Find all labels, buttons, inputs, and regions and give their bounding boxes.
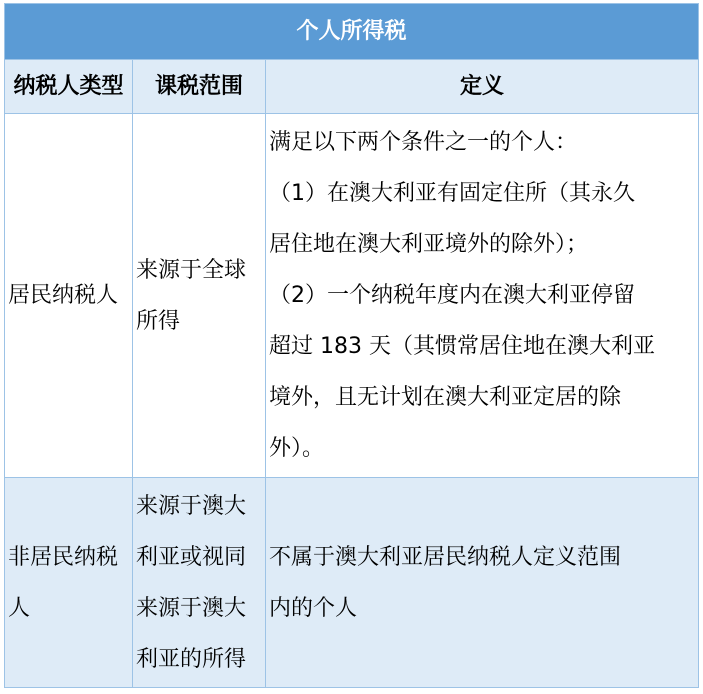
header-definition: 定义 (266, 60, 699, 114)
resident-def-line-4: （2）一个纳税年度内在澳大利亚停留 (269, 283, 635, 308)
resident-def-line-6: 境外，且无计划在澳大利亚定居的除 (269, 385, 622, 410)
table-title: 个人所得税 (5, 4, 699, 60)
cell-nonresident-definition (266, 478, 699, 688)
nonresident-scope-line-2: 利亚或视同 (136, 544, 247, 570)
nonresident-scope-line-1: 来源于澳大 (136, 493, 247, 519)
nonresident-scope-line-3: 来源于澳大 (136, 595, 247, 621)
resident-def-line-1: 满足以下两个条件之一的个人： (269, 130, 578, 155)
nonresident-def-line-2: 内的个人 (269, 595, 358, 621)
resident-type-text: 居民纳税人 (8, 283, 119, 308)
nonresident-type-line-1: 非居民纳税 (8, 544, 119, 570)
resident-def-line-5: 超过 183 天（其惯常居住地在澳大利亚 (269, 334, 655, 359)
resident-def-line-7: 外）。 (269, 436, 325, 461)
nonresident-def-line-1: 不属于澳大利亚居民纳税人定义范围 (269, 544, 622, 570)
nonresident-scope-line-4: 利亚的所得 (136, 646, 247, 672)
table-header-row (5, 60, 699, 114)
cell-resident-definition (266, 114, 699, 478)
table-row-nonresident (5, 478, 699, 688)
header-tax-scope: 课税范围 (133, 60, 266, 114)
cell-resident-type (5, 114, 133, 478)
cell-resident-scope (133, 114, 266, 478)
individual-income-tax-table (4, 3, 699, 688)
header-taxpayer-type: 纳税人类型 (5, 60, 133, 114)
resident-scope-line-2: 所得 (136, 308, 181, 334)
table-row-resident (5, 114, 699, 478)
resident-def-line-2: （1）在澳大利亚有固定住所（其永久 (269, 181, 635, 206)
resident-def-line-3: 居住地在澳大利亚境外的除外）； (269, 232, 589, 257)
table-title-row (5, 4, 699, 60)
cell-nonresident-type (5, 478, 133, 688)
resident-scope-line-1: 来源于全球 (136, 257, 247, 283)
cell-nonresident-scope (133, 478, 266, 688)
nonresident-type-line-2: 人 (8, 595, 31, 621)
